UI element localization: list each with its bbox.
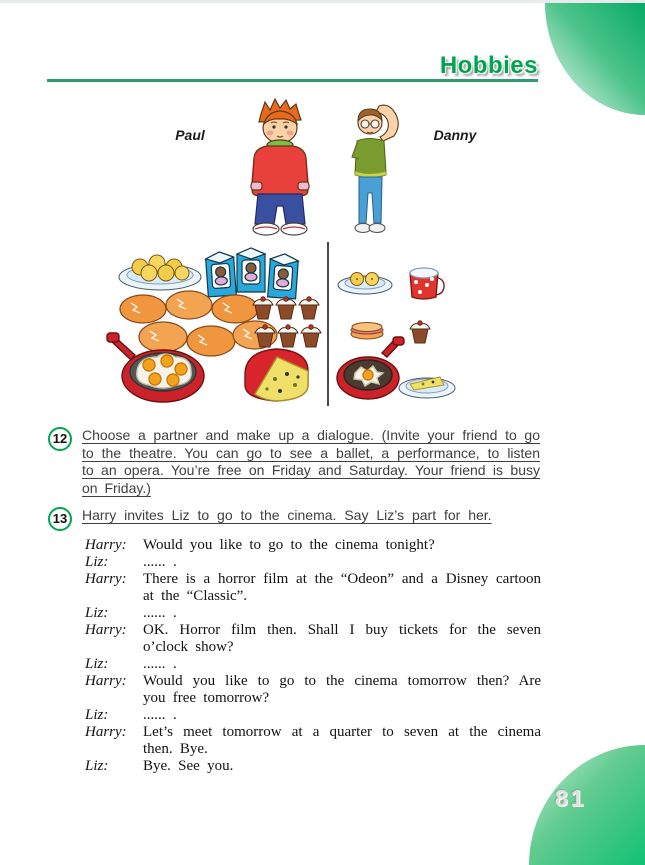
danny-shoe-right bbox=[369, 224, 385, 233]
danny-figure-illustration bbox=[347, 101, 405, 239]
danny-glasses-right bbox=[371, 120, 379, 128]
paul-cuff-right bbox=[298, 182, 309, 190]
one-cupcake-icon bbox=[410, 321, 430, 343]
dialogue-line: OK. Horror film then. Shall I buy tickets for the seven o’clock show? bbox=[143, 622, 541, 655]
dialogue-speaker: Liz: bbox=[85, 758, 109, 774]
dialogue-line: Bye. See you. bbox=[143, 758, 234, 774]
dialogue-speaker: Harry: bbox=[85, 673, 127, 689]
exercise-12-number-badge: 12 bbox=[48, 427, 72, 451]
dialogue-line: There is a horror film at the “Odeon” and a Disney cartoon at the “Classic”. bbox=[143, 571, 541, 604]
top-right-corner-decoration bbox=[545, 3, 645, 115]
dialogue-block bbox=[85, 537, 541, 775]
paul-shoe-left bbox=[253, 223, 279, 235]
exercise-12-text: Choose a partner and make up a dialogue. (Invite your friend to go to the theatre. You can go to see a ballet, a performance, to listen to an opera. You’re free on Friday and Saturday. Your friend is busy on Friday.) bbox=[82, 427, 540, 496]
dialogue-row bbox=[85, 758, 541, 775]
dialogue-row bbox=[85, 605, 541, 622]
dialogue-line: ...... . bbox=[143, 656, 177, 672]
dialogue-speaker: Liz: bbox=[85, 605, 109, 621]
title-underline-rule bbox=[47, 79, 538, 82]
paul-trousers bbox=[255, 194, 305, 224]
page-number: 81 bbox=[555, 785, 587, 811]
dialogue-line: ...... . bbox=[143, 605, 177, 621]
paul-figure-illustration bbox=[237, 98, 321, 238]
food-comparison-illustration bbox=[105, 239, 545, 409]
small-sandwich-icon bbox=[351, 323, 383, 340]
dialogue-row bbox=[85, 707, 541, 724]
exercise-13-text: Harry invites Liz to go to the cinema. Say Liz’s part for her. bbox=[82, 507, 492, 523]
dialogue-line: ...... . bbox=[143, 554, 177, 570]
dialogue-row bbox=[85, 571, 541, 605]
dialogue-line: Would you like to go to the cinema tonight? bbox=[143, 537, 435, 553]
dialogue-speaker: Harry: bbox=[85, 724, 127, 740]
dialogue-row bbox=[85, 724, 541, 758]
exercise-12 bbox=[48, 427, 540, 497]
dialogue-speaker: Liz: bbox=[85, 554, 109, 570]
danny-glasses-left bbox=[361, 120, 369, 128]
dialogue-line: Let’s meet tomorrow at a quarter to seven at the cinema then. Bye. bbox=[143, 724, 541, 757]
exercise-13-number-badge: 13 bbox=[48, 507, 72, 531]
exercise-13 bbox=[48, 507, 540, 525]
plate-with-cheese-slice-icon bbox=[399, 377, 455, 398]
pan-with-one-egg-icon bbox=[337, 337, 404, 399]
plate-with-biscuits-icon bbox=[338, 273, 392, 295]
page-title: Hobbies bbox=[439, 52, 538, 79]
dialogue-speaker: Liz: bbox=[85, 707, 109, 723]
danny-jeans bbox=[359, 177, 382, 223]
paul-cuff-left bbox=[251, 182, 262, 190]
character-label-paul: Paul bbox=[175, 127, 205, 143]
dialogue-line: ...... . bbox=[143, 707, 177, 723]
dialogue-speaker: Harry: bbox=[85, 622, 127, 638]
bottom-right-corner-decoration bbox=[529, 745, 645, 865]
plate-of-potatoes-icon bbox=[119, 255, 201, 290]
bread-rolls-icon bbox=[120, 291, 277, 356]
dialogue-speaker: Liz: bbox=[85, 656, 109, 672]
dialogue-row bbox=[85, 673, 541, 707]
dialogue-row bbox=[85, 537, 541, 554]
paul-shoe-right bbox=[281, 223, 307, 235]
dialogue-line: Would you like to go to the cinema tomorrow then? Are you free tomorrow? bbox=[143, 673, 541, 706]
cheese-wheel-icon bbox=[245, 349, 308, 401]
dialogue-speaker: Harry: bbox=[85, 571, 127, 587]
dialogue-speaker: Harry: bbox=[85, 537, 127, 553]
dialogue-row bbox=[85, 656, 541, 673]
milk-cartons-icon bbox=[205, 248, 298, 299]
polka-dot-mug-icon bbox=[410, 268, 444, 299]
dialogue-row bbox=[85, 554, 541, 571]
dialogue-row bbox=[85, 622, 541, 656]
character-label-danny: Danny bbox=[433, 127, 477, 143]
danny-shirt bbox=[355, 139, 386, 176]
